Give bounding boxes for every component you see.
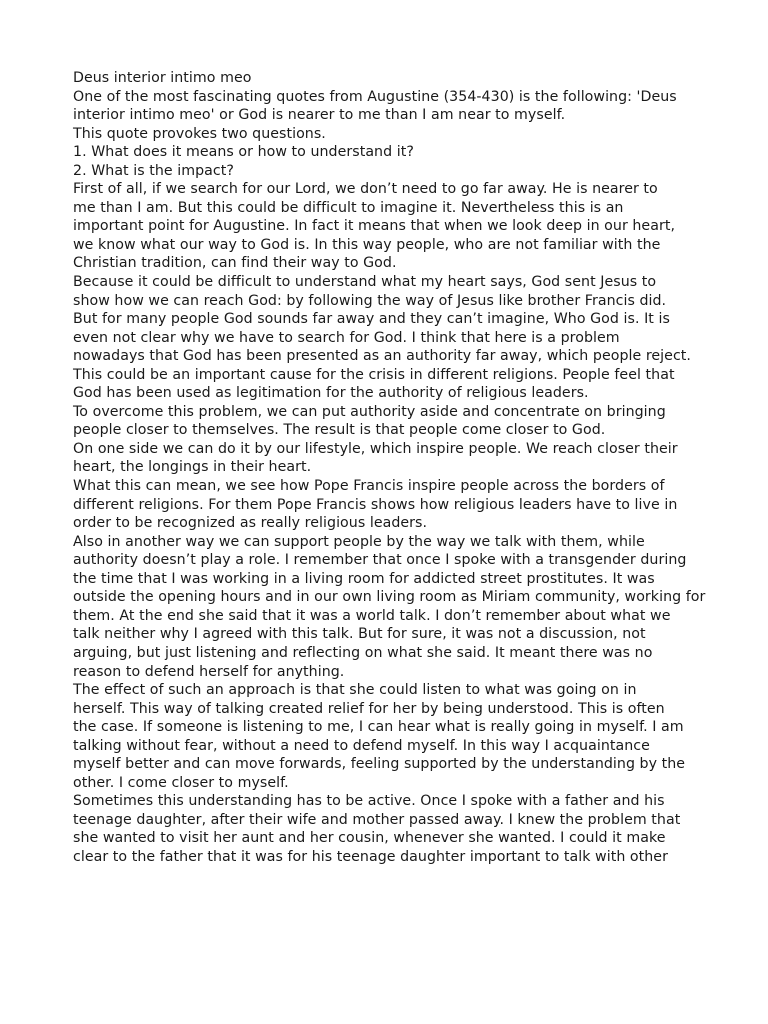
text-line: This quote provokes two questions. — [73, 125, 326, 142]
text-line: people closer to themselves. The result is that people come closer to God. — [73, 422, 606, 439]
text-line: even not clear why we have to search for God. I think that here is a problem — [73, 329, 620, 346]
text-line: To overcome this problem, we can put authority aside and concentrate on bringing — [73, 403, 666, 420]
text-line: Sometimes this understanding has to be active. Once I spoke with a father and his — [73, 793, 665, 810]
text-line: other. I come closer to myself. — [73, 774, 289, 791]
text-line: Christian tradition, can find their way to God. — [73, 255, 397, 272]
text-line: clear to the father that it was for his teenage daughter important to talk with other — [73, 848, 668, 865]
text-line: interior intimo meo' or God is nearer to me than I am near to myself. — [73, 107, 566, 124]
text-line: What this can mean, we see how Pope Francis inspire people across the borders of — [73, 478, 665, 495]
text-line: the time that I was working in a living room for addicted street prostitutes. It was — [73, 570, 655, 587]
text-line: But for many people God sounds far away and they can’t imagine, Who God is. It is — [73, 311, 670, 328]
text-line: important point for Augustine. In fact it means that when we look deep in our heart, — [73, 218, 676, 235]
text-line: teenage daughter, after their wife and mother passed away. I knew the problem that — [73, 811, 681, 828]
text-line: talk neither why I agreed with this talk. But for sure, it was not a discussion, not — [73, 626, 646, 643]
document-title: Deus interior intimo meo — [73, 70, 252, 86]
text-line: On one side we can do it by our lifestyle, which inspire people. We reach closer their — [73, 440, 678, 457]
text-line: This could be an important cause for the crisis in different religions. People feel that — [73, 366, 675, 383]
text-line: them. At the end she said that it was a world talk. I don’t remember about what we — [73, 607, 671, 624]
text-line: arguing, but just listening and reflecting on what she said. It meant there was no — [73, 644, 653, 661]
text-line: different religions. For them Pope Francis shows how religious leaders have to live in — [73, 496, 678, 513]
text-line: order to be recognized as really religious leaders. — [73, 515, 428, 532]
text-line: The effect of such an approach is that she could listen to what was going on in — [73, 682, 637, 699]
text-line: Because it could be difficult to understand what my heart says, God sent Jesus to — [73, 274, 657, 291]
text-line: herself. This way of talking created relief for her by being understood. This is often — [73, 700, 665, 717]
text-line: authority doesn’t play a role. I remember that once I spoke with a transgender during — [73, 552, 687, 569]
question-2: 2. What is the impact? — [73, 162, 234, 179]
text-line: she wanted to visit her aunt and her cousin, whenever she wanted. I could it make — [73, 830, 666, 847]
document-page — [73, 69, 706, 867]
text-line: Also in another way we can support people by the way we talk with them, while — [73, 533, 645, 550]
text-line: reason to defend herself for anything. — [73, 663, 345, 680]
text-line: the case. If someone is listening to me, I can hear what is really going in myself. I am — [73, 719, 684, 736]
text-line: outside the opening hours and in our own living room as Miriam community, working for — [73, 589, 706, 606]
text-line: me than I am. But this could be difficult to imagine it. Nevertheless this is an — [73, 199, 624, 216]
text-line: talking without fear, without a need to defend myself. In this way I acquaintance — [73, 737, 650, 754]
text-line: show how we can reach God: by following the way of Jesus like brother Francis did. — [73, 292, 667, 309]
text-line: we know what our way to God is. In this way people, who are not familiar with the — [73, 236, 661, 253]
text-line: One of the most fascinating quotes from Augustine (354-430) is the following: 'Deus — [73, 88, 677, 105]
text-line: heart, the longings in their heart. — [73, 459, 312, 476]
text-line: nowadays that God has been presented as an authority far away, which people reject. — [73, 348, 691, 365]
text-line: God has been used as legitimation for the authority of religious leaders. — [73, 385, 589, 402]
question-1: 1. What does it means or how to understand it? — [73, 144, 414, 161]
text-line: myself better and can move forwards, feeling supported by the understanding by the — [73, 756, 686, 773]
text-line: First of all, if we search for our Lord, we don’t need to go far away. He is nearer to — [73, 181, 658, 198]
